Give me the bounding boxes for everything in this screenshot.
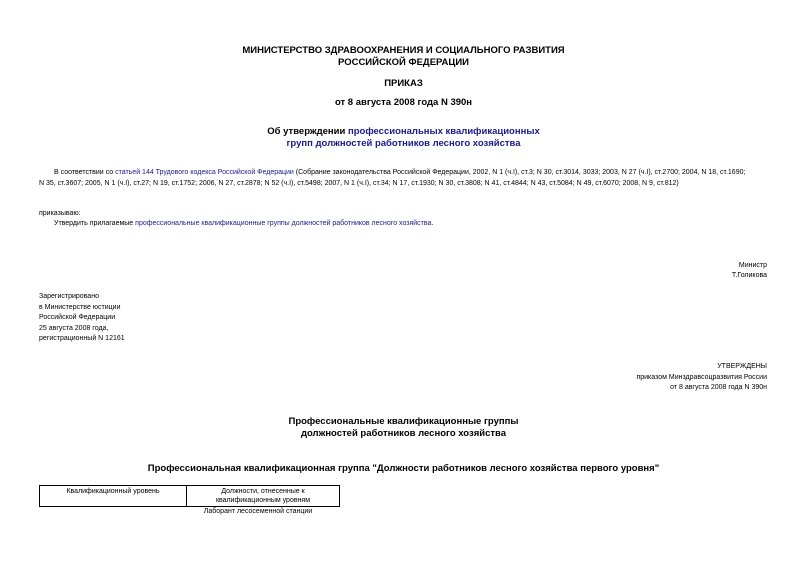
registration-line: 25 августа 2008 года, bbox=[39, 324, 109, 332]
doc-date: от 8 августа 2008 года N 390н bbox=[334, 97, 473, 108]
table-header-positions: Должности, отнесенные к квалификационным уровням bbox=[187, 486, 340, 507]
table-header-level: Квалификационный уровень bbox=[40, 486, 187, 507]
qualification-table bbox=[39, 485, 340, 507]
ministry-line1: МИНИСТЕРСТВО ЗДРАВООХРАНЕНИЯ И СОЦИАЛЬНОГО РАЗВИТИЯ bbox=[242, 45, 565, 56]
annex-title-line2: должностей работников лесного хозяйства bbox=[300, 428, 507, 439]
registration-line: регистрационный N 12161 bbox=[39, 335, 125, 342]
preamble-start: В соответствии со bbox=[54, 169, 116, 176]
table-row-first: Лаборант лесосеменной станции bbox=[203, 508, 313, 515]
group-title: Профессиональная квалификационная группа "Должности работников лесного хозяйства первого уровня" bbox=[147, 463, 660, 474]
approved-line: от 8 августа 2008 года N 390н bbox=[670, 384, 767, 391]
annex-title-line1: Профессиональные квалификационные группы bbox=[288, 416, 519, 427]
order-approve bbox=[54, 219, 433, 230]
doc-type: ПРИКАЗ bbox=[384, 78, 423, 89]
doc-title-line2 bbox=[0, 138, 807, 150]
preamble-rest: (Собрание законодательства Российской Федерации, 2002, N 1 (ч.I), ст.3; N 30, ст.3014, 3033; 2003, N 27 (ч.I), ст.2700; 2004, N 18, ст.1690; bbox=[293, 169, 746, 176]
preamble-line1 bbox=[54, 168, 774, 179]
title-prefix: Об утверждении bbox=[267, 126, 348, 137]
preamble-link[interactable]: статьей 144 Трудового кодекса Российской Федерации bbox=[115, 169, 294, 176]
registration-block bbox=[39, 292, 125, 345]
approve-link[interactable]: профессиональные квалификационные группы должностей работников лесного хозяйства bbox=[135, 220, 432, 227]
doc-title-line1 bbox=[0, 126, 807, 138]
registration-line: Зарегистрировано bbox=[39, 293, 99, 300]
preamble-line2: N 35, ст.3607; 2005, N 1 (ч.I), ст.27; N 19, ст.1752; 2006, N 27, ст.2878; N 52 (ч.I), ст.5498; 2007, N 1 (ч.I), ст.34; N 17, ст.1930; N 30, ст.3808; N 41, ст.4844; N 43, ст.5084; N 49, ст.6070; 2008, N 9, ст.812) bbox=[39, 180, 679, 187]
approve-suffix: . bbox=[431, 220, 434, 227]
registration-line: Российской Федерации bbox=[39, 314, 116, 321]
signature-name: Т.Голикова bbox=[731, 272, 767, 279]
approved-line: УТВЕРЖДЕНЫ bbox=[717, 363, 767, 370]
registration-line: в Министерстве юстиции bbox=[39, 303, 121, 311]
approved-line: приказом Минздравсоцразвития России bbox=[636, 373, 767, 381]
approve-prefix: Утвердить прилагаемые bbox=[54, 220, 136, 227]
title-link-1[interactable]: профессиональных квалификационных bbox=[347, 126, 540, 137]
signature-position: Министр bbox=[738, 262, 767, 269]
order-prikazyvayu: приказываю: bbox=[39, 210, 81, 217]
title-link-2[interactable]: групп должностей работников лесного хозяйства bbox=[286, 138, 521, 149]
table-header-row bbox=[40, 486, 340, 507]
ministry-line2: РОССИЙСКОЙ ФЕДЕРАЦИИ bbox=[337, 57, 469, 68]
approved-block bbox=[636, 362, 767, 394]
